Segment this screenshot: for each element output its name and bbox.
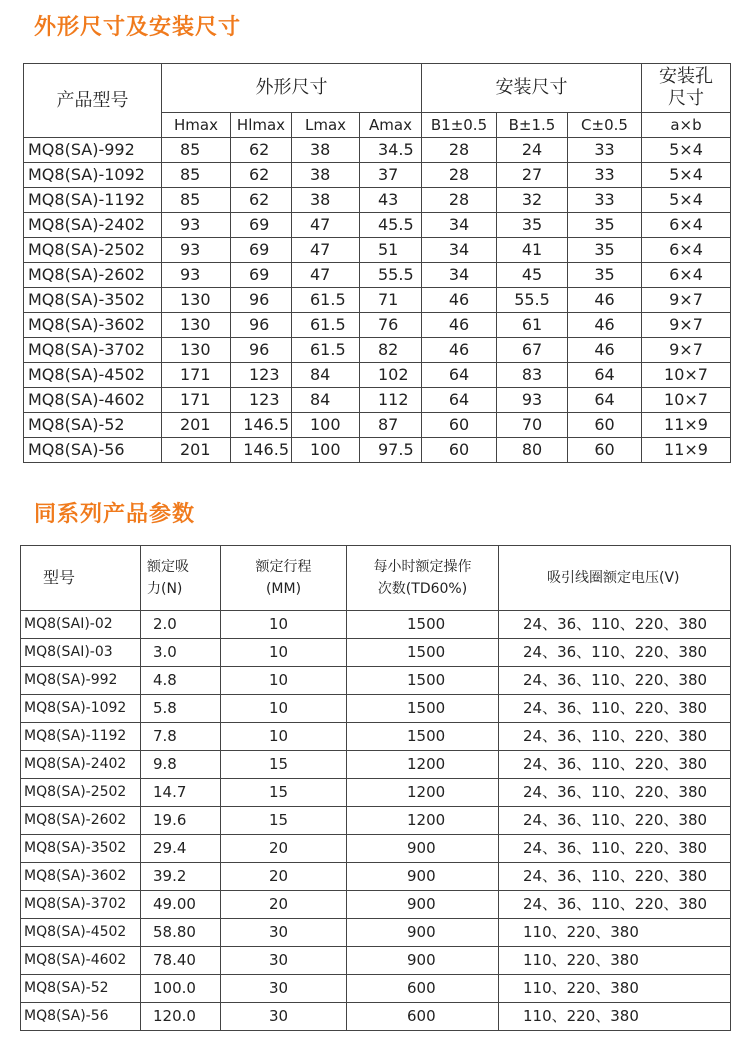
value-cell: 30 — [221, 919, 347, 947]
value-cell: 900 — [347, 835, 499, 863]
model-cell: MQ8(SA)-3602 — [24, 313, 162, 338]
header-operations — [347, 546, 499, 611]
value-cell: 60 — [422, 438, 497, 463]
model-cell: MQ8(SA)-2402 — [21, 751, 141, 779]
subheader-cell: Hlmax — [231, 113, 292, 138]
value-cell: 19.6 — [141, 807, 221, 835]
value-cell: 1500 — [347, 639, 499, 667]
header-force-line2: 力(N) — [147, 581, 183, 597]
value-cell: 85 — [162, 163, 231, 188]
value-cell: 34 — [422, 213, 497, 238]
header-force — [141, 546, 221, 611]
value-cell: 35 — [568, 263, 642, 288]
table-row — [24, 338, 731, 363]
value-cell: 61 — [497, 313, 568, 338]
value-cell: 61.5 — [292, 313, 360, 338]
value-cell: 1200 — [347, 779, 499, 807]
value-cell: 900 — [347, 891, 499, 919]
subheader-cell: a×b — [642, 113, 731, 138]
table-header-row — [21, 546, 731, 611]
value-cell: 20 — [221, 891, 347, 919]
value-cell: 600 — [347, 975, 499, 1003]
model-cell: MQ8(SA)-3602 — [21, 863, 141, 891]
value-cell: 33 — [568, 163, 642, 188]
value-cell: 28 — [422, 138, 497, 163]
table-row — [21, 751, 731, 779]
table-row — [24, 438, 731, 463]
header-ops-line2: 次数(TD60%) — [377, 581, 468, 597]
table-row — [21, 807, 731, 835]
value-cell: 55.5 — [360, 263, 422, 288]
value-cell: 69 — [231, 263, 292, 288]
value-cell: 120.0 — [141, 1003, 221, 1031]
value-cell: 100 — [292, 438, 360, 463]
table-row — [21, 695, 731, 723]
value-cell: 30 — [221, 975, 347, 1003]
value-cell: 84 — [292, 363, 360, 388]
value-cell: 24、36、110、220、380 — [499, 779, 731, 807]
model-cell: MQ8(SA)-2602 — [21, 807, 141, 835]
model-cell: MQ8(SA)-4602 — [21, 947, 141, 975]
value-cell: 171 — [162, 363, 231, 388]
value-cell: 60 — [568, 438, 642, 463]
value-cell: 9×7 — [642, 288, 731, 313]
value-cell: 46 — [568, 338, 642, 363]
value-cell: 49.00 — [141, 891, 221, 919]
value-cell: 60 — [422, 413, 497, 438]
value-cell: 45.5 — [360, 213, 422, 238]
value-cell: 64 — [568, 388, 642, 413]
value-cell: 46 — [568, 313, 642, 338]
value-cell: 32 — [497, 188, 568, 213]
value-cell: 20 — [221, 863, 347, 891]
value-cell: 27 — [497, 163, 568, 188]
value-cell: 47 — [292, 213, 360, 238]
value-cell: 24、36、110、220、380 — [499, 891, 731, 919]
value-cell: 4.8 — [141, 667, 221, 695]
value-cell: 10 — [221, 695, 347, 723]
header-outline-dimensions: 外形尺寸 — [162, 64, 422, 113]
value-cell: 24、36、110、220、380 — [499, 611, 731, 639]
value-cell: 146.5 — [231, 438, 292, 463]
table-row — [21, 639, 731, 667]
value-cell: 20 — [221, 835, 347, 863]
model-cell: MQ8(SA)-2402 — [24, 213, 162, 238]
value-cell: 96 — [231, 313, 292, 338]
model-cell: MQ8(SA)-2602 — [24, 263, 162, 288]
value-cell: 110、220、380 — [499, 975, 731, 1003]
value-cell: 43 — [360, 188, 422, 213]
value-cell: 110、220、380 — [499, 919, 731, 947]
table-row — [24, 388, 731, 413]
value-cell: 100.0 — [141, 975, 221, 1003]
model-cell: MQ8(SA)-992 — [21, 667, 141, 695]
value-cell: 24、36、110、220、380 — [499, 695, 731, 723]
value-cell: 24、36、110、220、380 — [499, 835, 731, 863]
table-row — [21, 1003, 731, 1031]
value-cell: 1500 — [347, 667, 499, 695]
value-cell: 39.2 — [141, 863, 221, 891]
series-params-table — [20, 545, 731, 1031]
value-cell: 130 — [162, 288, 231, 313]
value-cell: 5×4 — [642, 163, 731, 188]
value-cell: 146.5 — [231, 413, 292, 438]
table-row — [21, 835, 731, 863]
header-model: 型号 — [21, 546, 141, 611]
value-cell: 900 — [347, 919, 499, 947]
value-cell: 24、36、110、220、380 — [499, 723, 731, 751]
value-cell: 1500 — [347, 723, 499, 751]
value-cell: 97.5 — [360, 438, 422, 463]
model-cell: MQ8(SA)-2502 — [21, 779, 141, 807]
value-cell: 35 — [497, 213, 568, 238]
model-cell: MQ8(SAI)-02 — [21, 611, 141, 639]
table-row — [24, 163, 731, 188]
value-cell: 14.7 — [141, 779, 221, 807]
table-row — [21, 779, 731, 807]
value-cell: 58.80 — [141, 919, 221, 947]
table-row — [21, 611, 731, 639]
model-cell: MQ8(SA)-3702 — [21, 891, 141, 919]
value-cell: 62 — [231, 138, 292, 163]
value-cell: 130 — [162, 313, 231, 338]
subheader-cell: Hmax — [162, 113, 231, 138]
value-cell: 96 — [231, 338, 292, 363]
table-row — [21, 667, 731, 695]
value-cell: 1200 — [347, 751, 499, 779]
value-cell: 80 — [497, 438, 568, 463]
value-cell: 34 — [422, 263, 497, 288]
value-cell: 110、220、380 — [499, 1003, 731, 1031]
table-row — [24, 363, 731, 388]
value-cell: 600 — [347, 1003, 499, 1031]
value-cell: 900 — [347, 947, 499, 975]
model-cell: MQ8(SA)-1192 — [21, 723, 141, 751]
value-cell: 5×4 — [642, 188, 731, 213]
value-cell: 87 — [360, 413, 422, 438]
value-cell: 35 — [568, 213, 642, 238]
value-cell: 64 — [422, 363, 497, 388]
value-cell: 64 — [568, 363, 642, 388]
model-cell: MQ8(SA)-1092 — [21, 695, 141, 723]
value-cell: 38 — [292, 163, 360, 188]
model-cell: MQ8(SA)-4502 — [24, 363, 162, 388]
value-cell: 33 — [568, 138, 642, 163]
value-cell: 93 — [162, 238, 231, 263]
header-hole-line1: 安装孔 — [659, 66, 714, 87]
subheader-cell: Amax — [360, 113, 422, 138]
model-cell: MQ8(SA)-2502 — [24, 238, 162, 263]
value-cell: 201 — [162, 413, 231, 438]
value-cell: 201 — [162, 438, 231, 463]
value-cell: 24、36、110、220、380 — [499, 807, 731, 835]
model-cell: MQ8(SA)-1092 — [24, 163, 162, 188]
model-cell: MQ8(SA)-56 — [24, 438, 162, 463]
model-cell: MQ8(SA)-3502 — [21, 835, 141, 863]
table-row — [21, 863, 731, 891]
header-model: 产品型号 — [24, 64, 162, 138]
header-voltage: 吸引线圈额定电压(V) — [499, 546, 731, 611]
value-cell: 1500 — [347, 695, 499, 723]
value-cell: 62 — [231, 188, 292, 213]
header-install-dimensions: 安装尺寸 — [422, 64, 642, 113]
value-cell: 82 — [360, 338, 422, 363]
model-cell: MQ8(SA)-52 — [21, 975, 141, 1003]
value-cell: 51 — [360, 238, 422, 263]
value-cell: 15 — [221, 807, 347, 835]
value-cell: 28 — [422, 163, 497, 188]
subheader-cell: C±0.5 — [568, 113, 642, 138]
value-cell: 123 — [231, 388, 292, 413]
section-title-dimensions: 外形尺寸及安装尺寸 — [34, 15, 242, 40]
value-cell: 93 — [497, 388, 568, 413]
value-cell: 69 — [231, 238, 292, 263]
value-cell: 34.5 — [360, 138, 422, 163]
value-cell: 9×7 — [642, 313, 731, 338]
value-cell: 34 — [422, 238, 497, 263]
table-row — [21, 723, 731, 751]
value-cell: 64 — [422, 388, 497, 413]
value-cell: 46 — [568, 288, 642, 313]
value-cell: 61.5 — [292, 288, 360, 313]
value-cell: 5.8 — [141, 695, 221, 723]
value-cell: 10 — [221, 667, 347, 695]
value-cell: 76 — [360, 313, 422, 338]
model-cell: MQ8(SA)-4602 — [24, 388, 162, 413]
value-cell: 102 — [360, 363, 422, 388]
value-cell: 28 — [422, 188, 497, 213]
value-cell: 24、36、110、220、380 — [499, 667, 731, 695]
dimensions-table — [23, 63, 731, 463]
value-cell: 15 — [221, 751, 347, 779]
value-cell: 110、220、380 — [499, 947, 731, 975]
value-cell: 10×7 — [642, 363, 731, 388]
value-cell: 6×4 — [642, 213, 731, 238]
table-row — [24, 188, 731, 213]
value-cell: 10×7 — [642, 388, 731, 413]
value-cell: 15 — [221, 779, 347, 807]
value-cell: 2.0 — [141, 611, 221, 639]
value-cell: 30 — [221, 947, 347, 975]
header-force-line1: 额定吸 — [147, 559, 189, 575]
table-header-row — [24, 64, 731, 113]
value-cell: 10 — [221, 639, 347, 667]
model-cell: MQ8(SA)-4502 — [21, 919, 141, 947]
value-cell: 130 — [162, 338, 231, 363]
value-cell: 37 — [360, 163, 422, 188]
value-cell: 11×9 — [642, 413, 731, 438]
model-cell: MQ8(SA)-3702 — [24, 338, 162, 363]
table-row — [21, 975, 731, 1003]
value-cell: 46 — [422, 288, 497, 313]
value-cell: 93 — [162, 213, 231, 238]
value-cell: 11×9 — [642, 438, 731, 463]
value-cell: 9.8 — [141, 751, 221, 779]
value-cell: 10 — [221, 611, 347, 639]
header-ops-line1: 每小时额定操作 — [373, 559, 472, 575]
header-hole-size — [642, 64, 731, 113]
value-cell: 78.40 — [141, 947, 221, 975]
table-row — [24, 313, 731, 338]
value-cell: 38 — [292, 188, 360, 213]
value-cell: 47 — [292, 238, 360, 263]
value-cell: 70 — [497, 413, 568, 438]
value-cell: 29.4 — [141, 835, 221, 863]
value-cell: 6×4 — [642, 263, 731, 288]
model-cell: MQ8(SA)-52 — [24, 413, 162, 438]
value-cell: 6×4 — [642, 238, 731, 263]
value-cell: 112 — [360, 388, 422, 413]
value-cell: 7.8 — [141, 723, 221, 751]
value-cell: 5×4 — [642, 138, 731, 163]
model-cell: MQ8(SA)-3502 — [24, 288, 162, 313]
value-cell: 100 — [292, 413, 360, 438]
value-cell: 3.0 — [141, 639, 221, 667]
model-cell: MQ8(SA)-992 — [24, 138, 162, 163]
value-cell: 24、36、110、220、380 — [499, 751, 731, 779]
value-cell: 62 — [231, 163, 292, 188]
section-title-series-params: 同系列产品参数 — [34, 502, 196, 527]
value-cell: 93 — [162, 263, 231, 288]
header-hole-line2: 尺寸 — [668, 88, 705, 109]
table-row — [21, 947, 731, 975]
value-cell: 9×7 — [642, 338, 731, 363]
value-cell: 67 — [497, 338, 568, 363]
value-cell: 171 — [162, 388, 231, 413]
model-cell: MQ8(SAI)-03 — [21, 639, 141, 667]
value-cell: 41 — [497, 238, 568, 263]
subheader-cell: Lmax — [292, 113, 360, 138]
model-cell: MQ8(SA)-1192 — [24, 188, 162, 213]
value-cell: 123 — [231, 363, 292, 388]
table-row — [21, 891, 731, 919]
table-row — [24, 413, 731, 438]
value-cell: 45 — [497, 263, 568, 288]
value-cell: 47 — [292, 263, 360, 288]
model-cell: MQ8(SA)-56 — [21, 1003, 141, 1031]
header-stroke — [221, 546, 347, 611]
value-cell: 900 — [347, 863, 499, 891]
value-cell: 83 — [497, 363, 568, 388]
table-row — [24, 263, 731, 288]
value-cell: 46 — [422, 313, 497, 338]
value-cell: 1200 — [347, 807, 499, 835]
value-cell: 33 — [568, 188, 642, 213]
value-cell: 30 — [221, 1003, 347, 1031]
header-stroke-line2: (MM) — [265, 581, 302, 597]
value-cell: 24、36、110、220、380 — [499, 639, 731, 667]
table-row — [24, 213, 731, 238]
table-row — [24, 238, 731, 263]
value-cell: 46 — [422, 338, 497, 363]
table-row — [24, 288, 731, 313]
value-cell: 85 — [162, 188, 231, 213]
value-cell: 85 — [162, 138, 231, 163]
value-cell: 24、36、110、220、380 — [499, 863, 731, 891]
table-row — [21, 919, 731, 947]
value-cell: 10 — [221, 723, 347, 751]
value-cell: 60 — [568, 413, 642, 438]
value-cell: 1500 — [347, 611, 499, 639]
value-cell: 96 — [231, 288, 292, 313]
subheader-cell: B1±0.5 — [422, 113, 497, 138]
value-cell: 69 — [231, 213, 292, 238]
value-cell: 38 — [292, 138, 360, 163]
subheader-cell: B±1.5 — [497, 113, 568, 138]
table-row — [24, 138, 731, 163]
value-cell: 35 — [568, 238, 642, 263]
value-cell: 55.5 — [497, 288, 568, 313]
header-stroke-line1: 额定行程 — [255, 559, 312, 575]
value-cell: 84 — [292, 388, 360, 413]
value-cell: 61.5 — [292, 338, 360, 363]
value-cell: 71 — [360, 288, 422, 313]
value-cell: 24 — [497, 138, 568, 163]
